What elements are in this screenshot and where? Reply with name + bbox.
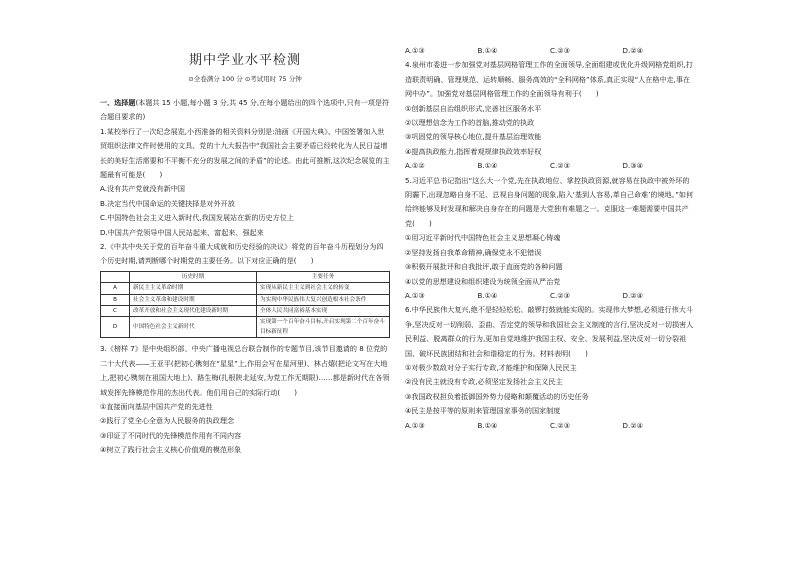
question-4-item-1: ①创新基层自治组织形式,完善社区服务水平 bbox=[405, 103, 542, 113]
question-6-item-2: ②没有民主就没有专政,必须坚定发扬社会主义民主 bbox=[405, 377, 563, 387]
question-1-stem: 1.某校举行了一次纪念展览,小西准备的相关资料分别是:油画《开国大典》、中国签署加入世贸组织法律文件时使用的文具、党的十九大报告中“我国社会主要矛盾已经转化为人民日益增长的美好生活需要和不平衡不充分的发展之间的矛盾”的论述。由此可推断,这次纪念展览的主题最有可能是( ) bbox=[100, 126, 390, 180]
question-1-option-b: B.决定当代中国命运的关键抉择是对外开放 bbox=[100, 198, 235, 208]
page-title: 期中学业水平检测 bbox=[188, 53, 301, 68]
question-1-option-a: A.没有共产党就没有新中国 bbox=[100, 184, 186, 194]
question-5-item-1: ①用习近平新时代中国特色社会主义思想凝心铸魂 bbox=[405, 233, 561, 243]
table-header-row bbox=[101, 271, 390, 282]
table-cell-letter: D bbox=[101, 317, 130, 338]
question-6-stem: 6.中华民族伟大复兴,绝不是轻轻松松、敲锣打鼓就能实现的。实现伟大梦想,必须进行伟大斗争,坚决反对一切削弱、歪曲、否定党的领导和我国社会主义制度的言行,坚决反对一切损害人民利益、脱离群众的行为,更加自觉地维护我国主权、安全、发展利益,坚决反对一切分裂祖国、破坏民族团结和社会和谐稳定的行为。材料表明( ) bbox=[405, 305, 694, 358]
table-row bbox=[101, 294, 390, 305]
question-5-item-3: ③积极开展批评和自我批评,敢于直面党的各种问题 bbox=[405, 262, 563, 272]
question-2-table bbox=[100, 271, 390, 339]
choice-c: C.②③ bbox=[550, 161, 570, 171]
choice-d: D.②④ bbox=[622, 420, 643, 430]
question-6-item-1: ①对极少数敌对分子实行专政,才能维护和保障人民民主 bbox=[405, 362, 577, 372]
question-4-item-3: ③巩固党的领导核心地位,提升基层治理效能 bbox=[405, 132, 542, 142]
question-3-item-4: ④树立了践行社会主义核心价值观的模范形象 bbox=[100, 445, 242, 455]
table-cell-task: 实现从新民主主义到社会主义的转变 bbox=[257, 283, 390, 294]
question-3-choices bbox=[405, 44, 695, 58]
question-1-option-d: D.中国共产党领导中国人民站起来、富起来、强起来 bbox=[100, 227, 264, 237]
left-column bbox=[100, 96, 390, 458]
question-3-item-3: ③印证了不同时代的先锋模范作用有不同内容 bbox=[100, 430, 242, 440]
table-row bbox=[101, 283, 390, 294]
question-5-stem: 5.习近平总书记指出“这么大一个党,先在执政地位、掌控执政资源,就容易在执政中被外环的阴霾下,出现忽略自身不足、总视自身问题的现象,陷入‘基到人容易,革自己命难’的境地。”如何给终能够及时发现和解决自身存在的问题是大党独有难题之一。克服这一难题需要中国共产党( ) bbox=[405, 175, 694, 228]
choice-c: C.②③ bbox=[550, 420, 570, 430]
choice-b: B.①④ bbox=[477, 420, 498, 430]
choice-b: B.①④ bbox=[477, 46, 498, 55]
choice-d: D.②④ bbox=[622, 46, 643, 55]
table-header-blank bbox=[101, 271, 130, 282]
question-6-item-4: ④民主是按平等的原则来管理国家事务的国家制度 bbox=[405, 406, 561, 416]
question-3-stem: 3.《榜样 7》是中央组织部、中央广播电视总台联合制作的专题节目,该节目邀请的 8 位党的二十大代表——王亚平(把初心镌刻在“星星”上,作用会写在星河里)、林占熺(把论文写在大地上,把初心镌刻在祖国大地上)、路生梅(扎根陕北延安,为党工作无期限)……都是新时代在各领域发挥先锋模范作用的杰出代表。他们用自己的实际行动( ) bbox=[100, 344, 390, 397]
question-4-stem: 4.泉州市委进一步加强党对基层网格管理工作的全面领导,全面组建或优化升级网格党组织,打造联责明确、管理规范、运转顺畅、服务高效的“全科网格”体系,真正实现“人在格中走,事在网中办”。加强党对基层网格管理工作的全面领导有利于( ) bbox=[405, 60, 693, 99]
table-cell-period: 新民主主义革命时期 bbox=[130, 283, 257, 294]
choice-b: B.①④ bbox=[477, 161, 498, 171]
section-title: 一、选择题 bbox=[100, 98, 136, 107]
question-5-choices bbox=[405, 289, 695, 303]
choice-d: D.②④ bbox=[622, 290, 643, 300]
table-header-task: 主要任务 bbox=[257, 271, 390, 282]
table-cell-period: 中国特色社会主义新时代 bbox=[130, 317, 257, 338]
question-1-option-c: C.中国特色社会主义进入新时代,我国发展站在新的历史方位上 bbox=[100, 213, 294, 223]
table-cell-task: 为实现中华民族伟大复兴创造根本社会条件 bbox=[257, 294, 390, 305]
question-6-item-3: ③我国政权担负着抵御国外势力侵略和颠覆活动的历史任务 bbox=[405, 391, 589, 401]
question-4-item-4: ④提高执政能力,指挥着观规律执政效率好权 bbox=[405, 146, 542, 156]
table-cell-letter: B bbox=[101, 294, 130, 305]
choice-a: A.①③ bbox=[405, 46, 425, 55]
table-row bbox=[101, 306, 390, 317]
choice-a: A.①③ bbox=[405, 290, 425, 300]
choice-c: C.②③ bbox=[550, 46, 570, 55]
table-cell-period: 社会主义革命和建设时期 bbox=[130, 294, 257, 305]
section-heading bbox=[100, 96, 390, 125]
table-header-period: 历史时期 bbox=[130, 271, 257, 282]
question-2-stem: 2.《中共中央关于党的百年奋斗重大成就和历史经验的决议》将党的百年奋斗历程划分为四个历史时期,请判断哪个时期党的主要任务。以下对应正确的是( ) bbox=[100, 242, 384, 266]
right-column bbox=[405, 44, 695, 433]
table-cell-letter: C bbox=[101, 306, 130, 317]
table-cell-task: 全体人民共同富裕基本实现 bbox=[257, 306, 390, 317]
question-3-item-1: ①直接面向基层中国共产党的先进性 bbox=[100, 402, 213, 412]
choice-a: A.①② bbox=[405, 161, 425, 171]
table-cell-task: 实现第一个百年奋斗目标,开启实现第二个百年奋斗目标新征程 bbox=[257, 317, 390, 338]
question-3-item-2: ②践行了党全心全意为人民服务的执政理念 bbox=[100, 416, 235, 426]
section-desc: (本题共 15 小题,每小题 3 分,共 45 分,在每小题给出的四个选项中,只有一项是符合题目要求的) bbox=[100, 98, 390, 122]
question-4-choices bbox=[405, 159, 695, 173]
choice-d: D.③④ bbox=[622, 161, 643, 171]
question-5-item-2: ②坚持发扬自我革命精神,确保党永不犯错误 bbox=[405, 247, 542, 257]
table-cell-period: 改革开放和社会主义现代化建设新时期 bbox=[130, 306, 257, 317]
choice-c: C.②③ bbox=[550, 290, 570, 300]
question-6-choices bbox=[405, 419, 695, 433]
question-5-item-4: ④以党的思想建设和组织建设为统领全面从严治党 bbox=[405, 276, 561, 286]
question-4-item-2: ②以理想信念为工作的首脑,推动党的执政 bbox=[405, 118, 535, 128]
table-cell-letter: A bbox=[101, 283, 130, 294]
table-row bbox=[101, 317, 390, 338]
exam-meta: ⊙全卷满分 100 分 ⊙考试用时 75 分钟 bbox=[188, 75, 302, 83]
choice-b: B.①④ bbox=[477, 290, 498, 300]
choice-a: A.①③ bbox=[405, 420, 425, 430]
